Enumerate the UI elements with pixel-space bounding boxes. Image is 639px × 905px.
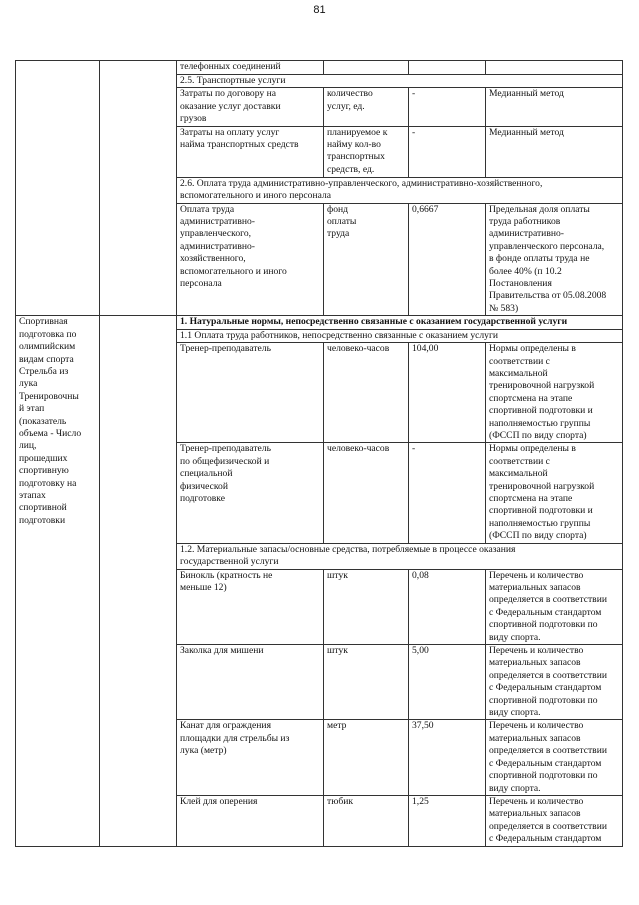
row-note: Медианный метод <box>486 126 623 177</box>
row-unit: фонд оплаты труда <box>324 203 409 316</box>
row-value <box>409 61 486 75</box>
row-name: Затраты по договору на оказание услуг доставки грузов <box>177 88 324 126</box>
row-note: Нормы определены в соответствии с максимальной тренировочной нагрузкой спортсмена на этапе спортивной подготовки и наполняемостью группы (ФССП по виду спорта) <box>486 443 623 543</box>
row-value: 0,6667 <box>409 203 486 316</box>
row-unit: планируемое к найму кол-во транспортных средств, ед. <box>324 126 409 177</box>
row-note: Перечень и количество материальных запасов определяется в соответствии с Федеральным стандартом <box>486 795 623 846</box>
table-row <box>16 316 623 329</box>
row-name: Канат для ограждения площадки для стрельбы из лука (метр) <box>177 720 324 795</box>
subsection-cell <box>100 61 177 316</box>
row-unit: количество услуг, ед. <box>324 88 409 126</box>
page-number: 81 <box>313 4 326 16</box>
norms-table <box>15 60 623 847</box>
row-note: Нормы определены в соответствии с максимальной тренировочной нагрузкой спортсмена на этапе спортивной подготовки и наполняемостью группы (ФССП по виду спорта) <box>486 343 623 443</box>
row-note: Перечень и количество материальных запасов определяется в соответствии с Федеральным стандартом спортивной подготовки по виду спорта. <box>486 645 623 720</box>
service-name-cell: Спортивная подготовка по олимпийским видам спорта Стрельба из лука Тренировочны й этап (показатель объема - Число лиц, прошедших спортивную подготовку на этапах спортивной подготовки <box>16 316 100 846</box>
row-note <box>486 61 623 75</box>
table-row <box>16 61 623 75</box>
row-unit: тюбик <box>324 795 409 846</box>
row-unit: штук <box>324 645 409 720</box>
row-note: Предельная доля оплаты труда работников административно- управленческого персонала, в фонде оплаты труда не более 40% (п 10.2 Постановления Правительства от 05.08.2008 № 583) <box>486 203 623 316</box>
row-name: Бинокль (кратность не меньше 12) <box>177 569 324 644</box>
row-note: Медианный метод <box>486 88 623 126</box>
row-unit: человеко-часов <box>324 443 409 543</box>
row-value: 0,08 <box>409 569 486 644</box>
row-name: Тренер-преподаватель по общефизической и специальной физической подготовке <box>177 443 324 543</box>
row-name: Оплата труда административно- управленческого, административно- хозяйственного, вспомогательного и иного персонала <box>177 203 324 316</box>
section-cell <box>16 61 100 316</box>
row-value: 104,00 <box>409 343 486 443</box>
row-value: 5,00 <box>409 645 486 720</box>
row-value: 1,25 <box>409 795 486 846</box>
row-value: - <box>409 88 486 126</box>
row-value: 37,50 <box>409 720 486 795</box>
row-name: Тренер-преподаватель <box>177 343 324 443</box>
row-value: - <box>409 443 486 543</box>
group-heading: 1.1 Оплата труда работников, непосредственно связанные с оказанием услуги <box>177 329 623 342</box>
row-note: Перечень и количество материальных запасов определяется в соответствии с Федеральным стандартом спортивной подготовки по виду спорта. <box>486 720 623 795</box>
row-unit: человеко-часов <box>324 343 409 443</box>
row-name: телефонных соединений <box>177 61 324 75</box>
subsection-cell <box>100 316 177 846</box>
group-heading: 1.2. Материальные запасы/основные средства, потребляемые в процессе оказания государственной услуги <box>177 543 623 569</box>
group-heading: 2.6. Оплата труда административно-управленческого, административно-хозяйственного, вспомогательного и иного персонала <box>177 177 623 203</box>
group-heading: 2.5. Транспортные услуги <box>177 75 623 88</box>
row-note: Перечень и количество материальных запасов определяется в соответствии с Федеральным стандартом спортивной подготовки по виду спорта. <box>486 569 623 644</box>
section-heading: 1. Натуральные нормы, непосредственно связанные с оказанием государственной услуги <box>177 316 623 329</box>
row-unit <box>324 61 409 75</box>
row-unit: штук <box>324 569 409 644</box>
row-name: Затраты на оплату услуг найма транспортных средств <box>177 126 324 177</box>
row-name: Заколка для мишени <box>177 645 324 720</box>
row-unit: метр <box>324 720 409 795</box>
row-name: Клей для оперения <box>177 795 324 846</box>
row-value: - <box>409 126 486 177</box>
